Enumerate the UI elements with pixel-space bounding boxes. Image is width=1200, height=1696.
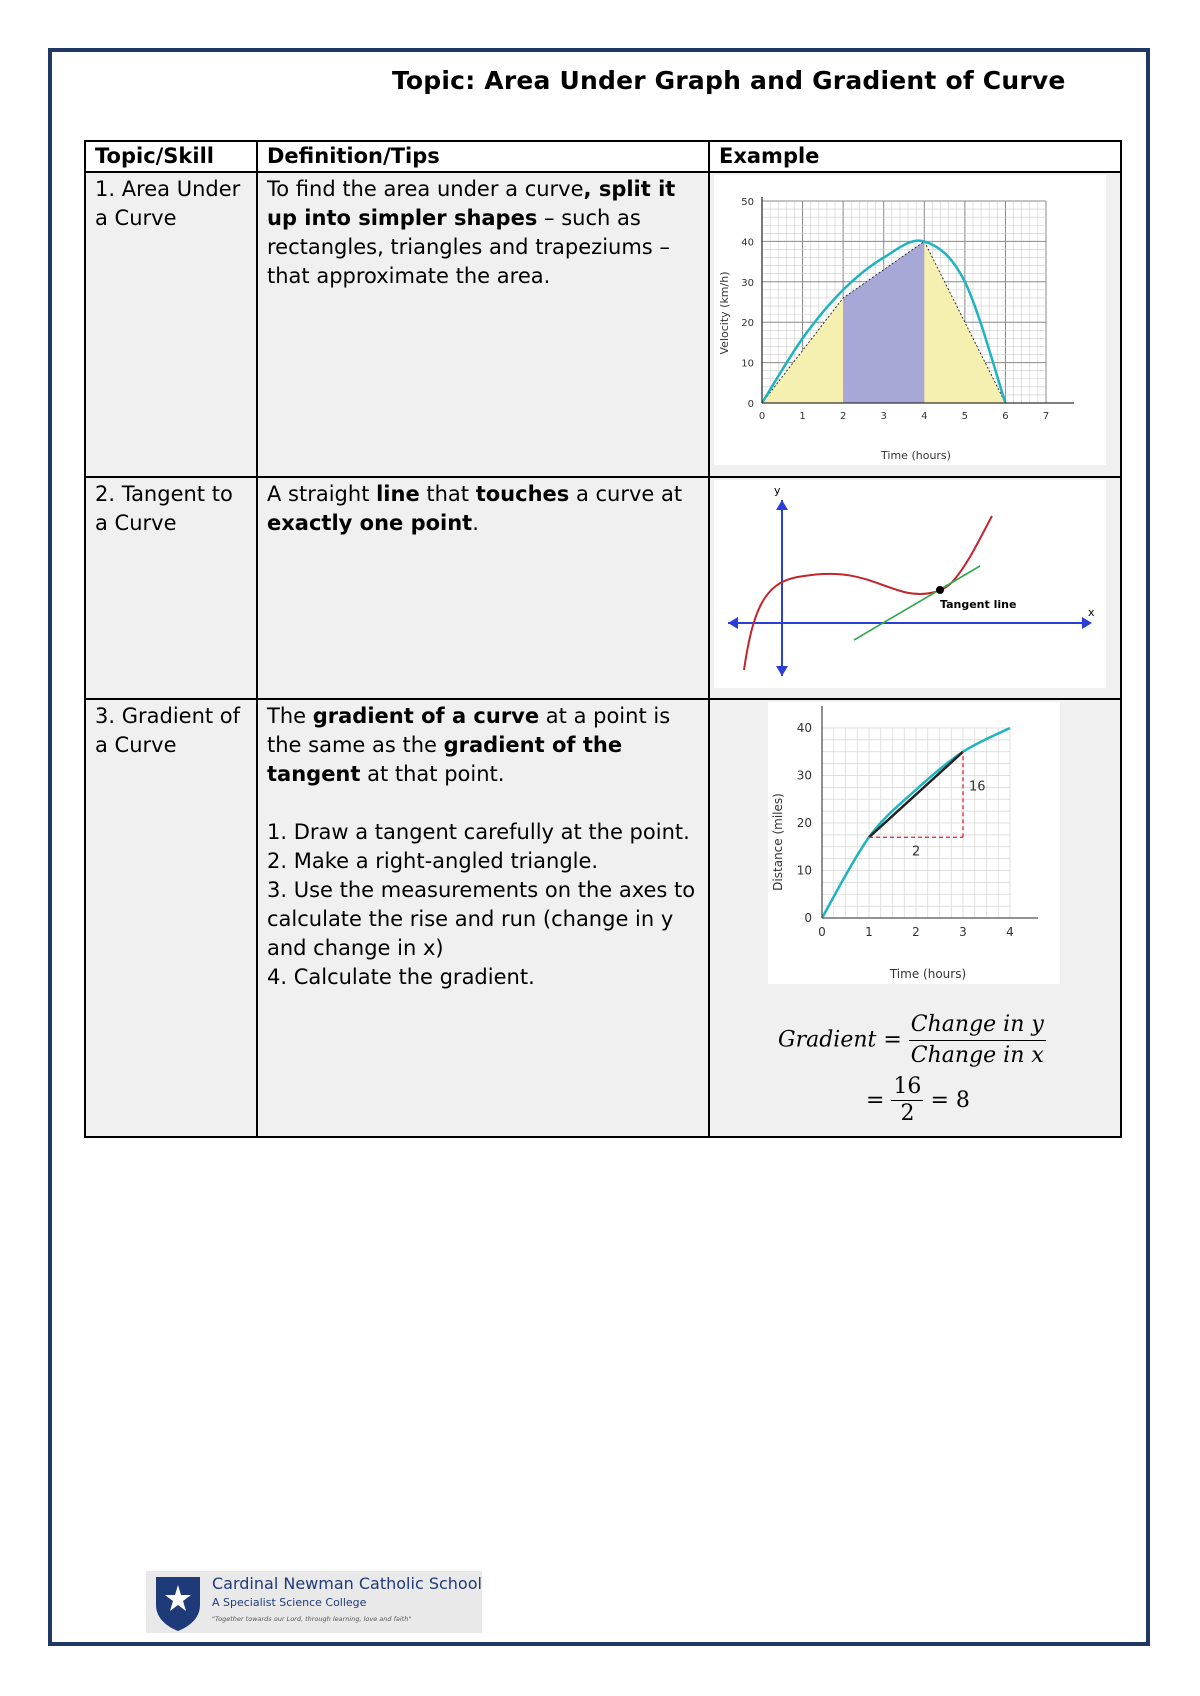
definition-emphasis: gradient of the tangent [267,733,623,786]
x-tick-label: 6 [1002,411,1009,422]
x-tick-label: 0 [758,411,766,422]
definition-cell [257,477,709,699]
y-axis-label: y [774,484,781,497]
x-tick-label: 4 [1006,925,1014,939]
y-tick-label: 0 [804,911,812,925]
header-example: Example [709,141,1121,172]
definition-cell [257,172,709,477]
y-tick-label: 40 [796,721,812,735]
x-tick-label: 5 [961,411,969,422]
step-3: 3. Use the measurements on the axes to calculate the rise and run (change in y and change in x) [267,878,696,960]
y-tick-label: 10 [741,358,754,370]
y-tick-label: 20 [741,318,754,330]
definition-emphasis: , split it up into simpler shapes [267,177,676,230]
x-axis-label: x [1088,606,1095,619]
formula-equals: = [883,1027,902,1053]
definition-text: at that point. [360,762,505,786]
example-cell [709,699,1121,1137]
definition-text: a curve at [569,482,683,506]
example-cell [709,477,1121,699]
x-tick-label: 3 [880,411,887,422]
x-axis-label: Time (hours) [881,449,951,462]
topic-label: 2. Tangent to a Curve [95,482,233,535]
crest-icon [150,1571,206,1633]
knowledge-table [84,140,1122,1138]
step-1: 1. Draw a tangent carefully at the point. [267,820,690,844]
tangent-line-label: Tangent line [940,598,1017,611]
y-tick-label: 0 [747,399,754,410]
school-subtitle: A Specialist Science College [212,1596,367,1609]
tangent-diagram [714,480,1106,688]
formula-denominator: Change in x [910,1043,1044,1068]
gradient-result: = $\frac{16}{2}$ = 8 [866,1074,1116,1120]
y-tick-label: 30 [796,768,812,783]
definition-emphasis: exactly one point [267,511,473,535]
result-fraction [891,1074,923,1120]
definition-text: A straight [267,482,377,506]
formula-numerator: Change in y [909,1010,1046,1041]
topic-cell [85,172,257,477]
table-header-row [85,141,1121,172]
x-tick-label: 4 [921,411,928,422]
topic-cell [85,699,257,1137]
x-tick-label: 1 [865,925,873,939]
y-tick-label: 50 [741,197,754,208]
definition-emphasis: gradient of a curve [312,704,540,728]
area-under-curve-chart [714,175,1106,465]
definition-cell [257,699,709,1137]
table-row [85,477,1121,699]
run-label: 2 [912,844,921,860]
tangent-point [936,586,944,594]
header-definition: Definition/Tips [257,141,709,172]
x-tick-label: 0 [818,925,826,939]
definition-emphasis: line [376,482,420,506]
step-2: 2. Make a right-angled triangle. [267,849,599,873]
school-logo [146,1571,482,1633]
example-cell [709,172,1121,477]
definition-emphasis: touches [475,482,570,506]
gradient-chart [768,702,1060,984]
gradient-formula [778,1010,1116,1074]
y-tick-label: 40 [741,237,754,249]
table-row [85,172,1121,477]
step-4: 4. Calculate the gradient. [267,965,535,989]
definition-text: at a point is the same as the [267,704,671,757]
topic-cell [85,477,257,699]
y-axis-label: Distance (miles) [771,793,785,891]
x-tick-label: 3 [959,925,967,939]
rise-label: 16 [969,779,986,795]
x-tick-label: 1 [799,411,806,422]
x-axis-label: Time (hours) [889,967,967,981]
x-tick-label: 7 [1042,411,1050,422]
page-title: Topic: Area Under Graph and Gradient of Curve [392,66,1066,95]
formula-lhs: Gradient [778,1027,877,1053]
definition-text: To find the area under a curve [267,177,584,201]
definition-text: – such as rectangles, triangles and trapeziums – that approximate the area. [267,206,670,288]
table-row [85,699,1121,1137]
y-axis-label: Velocity (km/h) [718,271,731,355]
definition-text: The [267,704,313,728]
school-name: Cardinal Newman Catholic School [212,1574,482,1593]
result-numerator: 16 [893,1074,922,1099]
topic-label: 1. Area Under a Curve [95,177,241,230]
topic-label: 3. Gradient of a Curve [95,704,241,757]
formula-fraction [909,1010,1046,1071]
definition-text: that [419,482,476,506]
result-value: = 8 [930,1088,970,1113]
result-denominator: 2 [900,1101,915,1120]
x-tick-label: 2 [839,411,847,422]
header-topic: Topic/Skill [85,141,257,172]
school-motto: "Together towards our Lord, through learning, love and faith" [212,1615,412,1623]
y-tick-label: 10 [796,863,812,878]
y-tick-label: 20 [796,816,812,830]
x-tick-label: 2 [912,925,920,939]
definition-text: . [472,511,479,535]
y-tick-label: 30 [741,277,754,289]
